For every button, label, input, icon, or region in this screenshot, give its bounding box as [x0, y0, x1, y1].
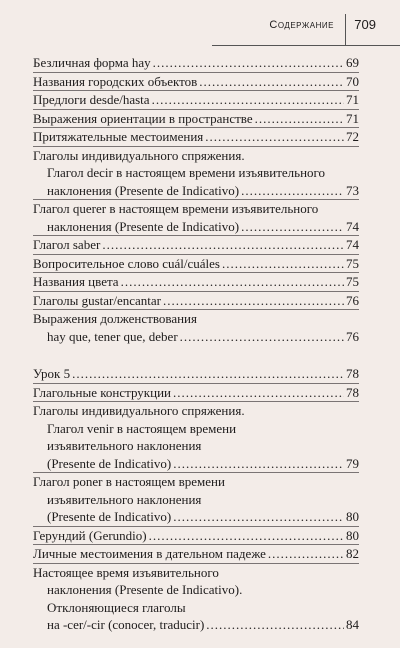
toc-entry-title: Урок 5 [33, 366, 71, 381]
leader-dots [152, 91, 344, 109]
toc-entry-page: 84 [346, 617, 359, 632]
toc-entry-page: 82 [346, 546, 359, 561]
toc-entry-title: Глагол querer в настоящем времени изъявительного [33, 201, 319, 216]
toc-entry-title: Глагол poner в настоящем времени [33, 474, 225, 489]
leader-dots [173, 455, 344, 473]
toc-entry-title: (Presente de Indicativo) [47, 509, 172, 524]
toc-entry [33, 402, 359, 473]
toc-entry-title: Глагол decir в настоящем времени изъявительного [47, 165, 326, 180]
toc-entry [33, 91, 359, 110]
toc-entry-title: Настоящее время изъявительного [33, 564, 219, 580]
toc-entry [33, 292, 359, 311]
leader-dots [241, 182, 344, 200]
leader-dots [173, 508, 344, 526]
toc-entry [33, 473, 359, 527]
toc-entry-title: Глагольные конструкции [33, 384, 171, 400]
leader-dots [255, 110, 344, 128]
leader-dots [102, 236, 344, 254]
toc-entry-title: на -cer/-cir (conocer, traducir) [47, 617, 205, 632]
toc-entry-title: наклонения (Presente de Indicativo) [47, 218, 240, 234]
toc-entry-title: Вопросительное слово cuál/cuáles [33, 255, 220, 271]
toc-entry-page: 78 [346, 384, 359, 400]
leader-dots [268, 545, 344, 563]
table-of-contents [33, 54, 359, 634]
leader-dots [241, 218, 344, 236]
toc-entry-page: 75 [346, 274, 359, 289]
toc-entry-page: 74 [346, 237, 359, 252]
toc-entry-title: Выражения долженствования [33, 311, 197, 326]
toc-entry [33, 255, 359, 274]
header-horizontal-rule [212, 45, 400, 46]
toc-entry [33, 128, 359, 147]
toc-entry-title: Глагол saber [33, 237, 101, 252]
toc-entry-page: 73 [346, 182, 359, 198]
leader-dots [121, 273, 344, 291]
toc-entry-page: 78 [346, 366, 359, 381]
leader-dots [206, 616, 344, 634]
toc-entry [33, 73, 359, 92]
toc-entry [33, 110, 359, 129]
toc-entry-title: Безличная форма hay [33, 55, 151, 70]
toc-entry-title: hay que, tener que, deber [47, 328, 178, 344]
toc-entry-title: наклонения (Presente de Indicativo). [47, 582, 243, 597]
toc-entry [33, 236, 359, 255]
leader-dots [222, 255, 344, 273]
toc-entry-page: 71 [346, 92, 359, 107]
page-number: 709 [354, 17, 376, 32]
toc-entry [33, 365, 359, 384]
toc-entry-title: Глаголы индивидуального спряжения. [33, 147, 245, 163]
toc-entry-page: 71 [346, 110, 359, 126]
toc-entry-title: изъявительного наклонения [47, 438, 202, 453]
toc-entry [33, 54, 359, 73]
toc-entry-page: 75 [346, 255, 359, 271]
toc-entry-title: Личные местоимения в дательном падеже [33, 546, 266, 561]
toc-entry [33, 527, 359, 546]
toc-entry-title: наклонения (Presente de Indicativo) [47, 182, 240, 198]
section-gap [33, 345, 359, 365]
running-title: Содержание [269, 19, 334, 31]
leader-dots [163, 292, 344, 310]
toc-entry-page: 76 [346, 292, 359, 308]
toc-entry-title: Глагол venir в настоящем времени [47, 420, 237, 436]
toc-entry [33, 564, 359, 634]
leader-dots [199, 73, 344, 91]
toc-entry-title: Герундий (Gerundio) [33, 527, 147, 543]
toc-entry-page: 79 [346, 455, 359, 471]
toc-entry [33, 273, 359, 292]
leader-dots [173, 384, 344, 402]
leader-dots [149, 527, 344, 545]
toc-entry-page: 80 [346, 509, 359, 524]
toc-entry-title: Глаголы индивидуального спряжения. [33, 403, 245, 418]
toc-entry-title: Названия городских объектов [33, 73, 198, 89]
toc-entry-title: Глаголы gustar/encantar [33, 292, 162, 308]
toc-entry [33, 200, 359, 236]
toc-entry-title: Отклоняющиеся глаголы [47, 599, 186, 615]
toc-entry-page: 76 [346, 328, 359, 344]
toc-entry-title: Выражения ориентации в пространстве [33, 110, 253, 126]
toc-entry-page: 70 [346, 73, 359, 89]
toc-entry [33, 384, 359, 403]
toc-entry-page: 74 [346, 218, 359, 234]
toc-entry-page: 80 [346, 527, 359, 543]
toc-entry-title: изъявительного наклонения [47, 491, 202, 507]
page-header [0, 0, 400, 60]
toc-entry [33, 147, 359, 201]
header-vertical-rule [345, 14, 346, 46]
toc-entry-title: (Presente de Indicativo) [47, 455, 172, 471]
leader-dots [205, 128, 344, 146]
toc-entry-page: 72 [346, 129, 359, 144]
toc-entry-title: Предлоги desde/hasta [33, 92, 150, 107]
toc-entry-title: Названия цвета [33, 274, 119, 289]
toc-entry [33, 310, 359, 345]
toc-entry [33, 545, 359, 564]
leader-dots [180, 328, 344, 346]
toc-entry-title: Притяжательные местоимения [33, 129, 204, 144]
leader-dots [72, 365, 344, 383]
leader-dots [153, 54, 344, 72]
toc-entry-page: 69 [346, 55, 359, 70]
